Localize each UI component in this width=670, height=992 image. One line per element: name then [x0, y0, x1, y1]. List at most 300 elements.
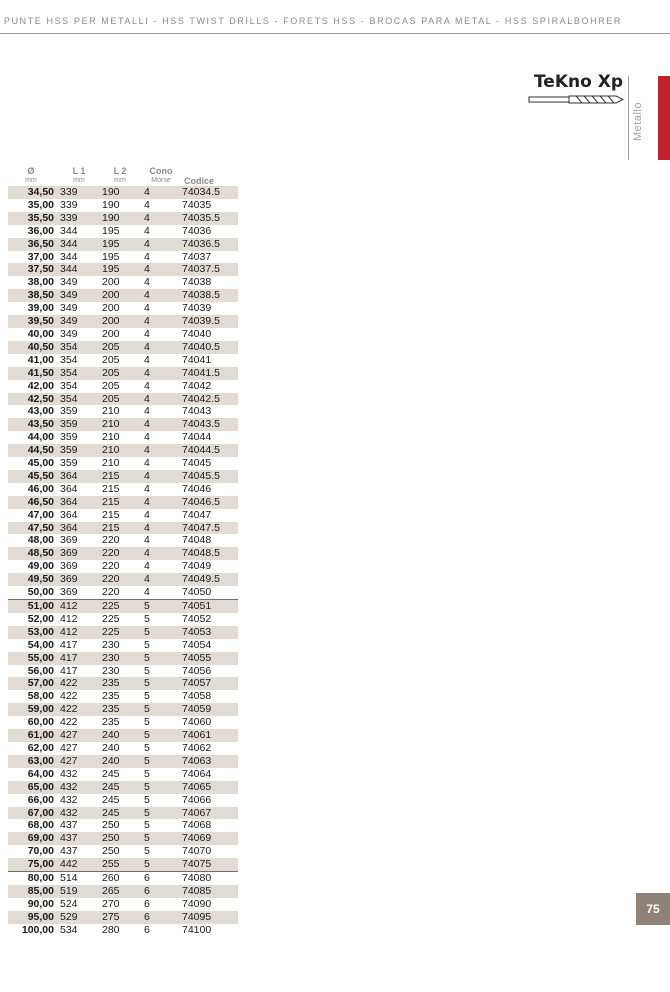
table-row [8, 483, 238, 496]
cell-morse-taper: 4 [144, 405, 150, 418]
cell-length-1: 427 [58, 729, 100, 742]
cell-morse-taper: 4 [144, 379, 150, 392]
cell-code: 74040.5 [182, 341, 238, 354]
table-row [8, 276, 238, 289]
cell-length-1: 422 [60, 690, 78, 703]
cell-diameter: 67,00 [8, 807, 58, 820]
cell-length-1: 349 [58, 289, 100, 302]
cell-diameter: 60,00 [27, 716, 54, 729]
cell-length-1: 369 [60, 586, 78, 599]
cell-diameter: 50,00 [27, 586, 54, 599]
cell-length-2: 230 [100, 652, 140, 665]
cell-code: 74049.5 [182, 573, 238, 586]
cell-length-1: 519 [58, 885, 100, 898]
cell-diameter: 62,00 [27, 741, 54, 754]
cell-morse-taper: 6 [140, 885, 182, 898]
cell-diameter: 40,50 [8, 341, 58, 354]
cell-morse-taper: 4 [140, 444, 182, 457]
table-row [8, 212, 238, 225]
table-row [8, 690, 238, 703]
cell-morse-taper: 4 [140, 186, 182, 199]
cell-diameter: 38,00 [27, 276, 54, 289]
cell-diameter: 70,00 [27, 845, 54, 858]
cell-morse-taper: 4 [140, 315, 182, 328]
cell-morse-taper: 4 [144, 302, 150, 315]
cell-diameter: 65,00 [8, 781, 58, 794]
cell-length-2: 240 [100, 729, 140, 742]
cell-morse-taper: 4 [144, 586, 150, 599]
cell-code: 74042 [182, 379, 212, 392]
cell-length-1: 422 [60, 716, 78, 729]
header-divider [0, 33, 670, 34]
cell-length-1: 412 [60, 612, 78, 625]
brand-logo: TeKno Xp [533, 72, 623, 92]
table-row [8, 405, 238, 418]
cell-length-2: 230 [102, 638, 120, 651]
cell-code: 74038 [182, 276, 212, 289]
cell-morse-taper: 5 [144, 845, 150, 858]
cell-length-1: 364 [58, 522, 100, 535]
table-row [8, 729, 238, 742]
cell-code: 74056 [182, 664, 212, 677]
cell-length-2: 200 [100, 315, 140, 328]
table-row [8, 496, 238, 509]
cell-length-1: 359 [58, 418, 100, 431]
cell-morse-taper: 5 [144, 612, 150, 625]
cell-code: 74066 [182, 793, 212, 806]
cell-morse-taper: 4 [140, 573, 182, 586]
table-row [8, 898, 238, 911]
cell-length-1: 369 [60, 560, 78, 573]
cell-length-1: 364 [58, 496, 100, 509]
cell-code: 74090 [182, 897, 212, 910]
header-morse-taper: Cono Morse [149, 166, 173, 184]
cell-diameter: 42,50 [8, 393, 58, 406]
cell-length-1: 354 [60, 379, 78, 392]
cell-length-2: 220 [102, 560, 120, 573]
cell-code: 74041 [182, 353, 212, 366]
cell-code: 74085 [182, 885, 238, 898]
side-tab-accent [658, 76, 670, 160]
cell-diameter: 59,00 [8, 703, 58, 716]
cell-diameter: 34,50 [8, 186, 58, 199]
cell-morse-taper: 4 [144, 457, 150, 470]
cell-morse-taper: 5 [140, 729, 182, 742]
cell-length-2: 255 [100, 858, 140, 871]
cell-code: 74054 [182, 638, 212, 651]
cell-length-2: 195 [102, 224, 120, 237]
cell-code: 74036.5 [182, 238, 238, 251]
cell-diameter: 40,00 [27, 327, 54, 340]
cell-diameter: 35,00 [27, 198, 54, 211]
cell-length-2: 250 [102, 845, 120, 858]
table-row [8, 781, 238, 794]
cell-length-2: 210 [102, 457, 120, 470]
cell-diameter: 37,50 [8, 263, 58, 276]
cell-diameter: 61,00 [8, 729, 58, 742]
cell-morse-taper: 5 [140, 652, 182, 665]
cell-length-2: 195 [100, 238, 140, 251]
cell-code: 74046 [182, 482, 212, 495]
cell-length-1: 432 [58, 807, 100, 820]
cell-code: 74044.5 [182, 444, 238, 457]
table-row [8, 444, 238, 457]
cell-diameter: 45,00 [27, 457, 54, 470]
cell-length-2: 210 [100, 444, 140, 457]
cell-code: 74043 [182, 405, 212, 418]
cell-length-1: 427 [60, 741, 78, 754]
cell-code: 74038.5 [182, 289, 238, 302]
cell-diameter: 100,00 [21, 923, 54, 936]
cell-length-1: 354 [60, 353, 78, 366]
cell-length-1: 349 [60, 302, 78, 315]
cell-length-1: 432 [58, 781, 100, 794]
cell-code: 74058 [182, 690, 212, 703]
cell-length-1: 354 [58, 393, 100, 406]
cell-morse-taper: 4 [144, 224, 150, 237]
page-header-title: PUNTE HSS PER METALLI - HSS TWIST DRILLS - FORETS HSS - BROCAS PARA METAL - HSS SPIRALBOHRER [3, 16, 622, 26]
cell-morse-taper: 4 [140, 522, 182, 535]
cell-code: 74034.5 [182, 186, 238, 199]
cell-length-1: 349 [58, 315, 100, 328]
cell-length-1: 359 [58, 444, 100, 457]
table-row [8, 251, 238, 264]
table-row [8, 755, 238, 768]
cell-morse-taper: 6 [144, 897, 150, 910]
side-tab-divider [628, 76, 629, 160]
cell-morse-taper: 6 [144, 923, 150, 936]
cell-morse-taper: 5 [140, 677, 182, 690]
cell-diameter: 41,00 [27, 353, 54, 366]
cell-diameter: 44,50 [8, 444, 58, 457]
table-row [8, 652, 238, 665]
cell-length-2: 240 [100, 755, 140, 768]
cell-code: 74050 [182, 586, 212, 599]
cell-diameter: 53,00 [8, 626, 58, 639]
cell-code: 74039.5 [182, 315, 238, 328]
table-row [8, 911, 238, 924]
cell-morse-taper: 4 [144, 508, 150, 521]
cell-diameter: 55,00 [8, 652, 58, 665]
cell-morse-taper: 4 [140, 547, 182, 560]
cell-diameter: 90,00 [27, 897, 54, 910]
cell-length-2: 200 [102, 276, 120, 289]
table-row [8, 703, 238, 716]
cell-morse-taper: 5 [144, 690, 150, 703]
cell-length-1: 344 [60, 250, 78, 263]
table-row [8, 238, 238, 251]
cell-length-1: 437 [58, 832, 100, 845]
cell-diameter: 80,00 [8, 872, 58, 885]
table-row [8, 302, 238, 315]
cell-morse-taper: 6 [140, 872, 182, 885]
cell-length-1: 344 [60, 224, 78, 237]
cell-length-1: 349 [60, 327, 78, 340]
table-row [8, 186, 238, 199]
cell-code: 74065 [182, 781, 238, 794]
cell-morse-taper: 4 [140, 496, 182, 509]
cell-morse-taper: 5 [140, 600, 182, 613]
cell-code: 74070 [182, 845, 212, 858]
cell-diameter: 42,00 [27, 379, 54, 392]
cell-code: 74068 [182, 819, 212, 832]
table-row [8, 522, 238, 535]
cell-length-2: 190 [100, 212, 140, 225]
side-tab-label: Metallo [632, 102, 644, 142]
cell-morse-taper: 5 [140, 755, 182, 768]
cell-morse-taper: 5 [144, 819, 150, 832]
cell-length-2: 220 [100, 547, 140, 560]
cell-length-1: 369 [58, 547, 100, 560]
table-row [8, 845, 238, 858]
cell-morse-taper: 5 [140, 703, 182, 716]
cell-code: 74036 [182, 224, 212, 237]
table-row [8, 263, 238, 276]
cell-morse-taper: 4 [140, 263, 182, 276]
table-row [8, 560, 238, 573]
cell-morse-taper: 4 [144, 534, 150, 547]
cell-diameter: 52,00 [27, 612, 54, 625]
cell-morse-taper: 5 [140, 626, 182, 639]
cell-code: 74049 [182, 560, 212, 573]
cell-diameter: 49,50 [8, 573, 58, 586]
cell-length-1: 422 [58, 677, 100, 690]
table-row [8, 716, 238, 729]
cell-code: 74048.5 [182, 547, 238, 560]
cell-length-2: 205 [100, 341, 140, 354]
cell-diameter: 39,00 [27, 302, 54, 315]
cell-length-1: 339 [58, 186, 100, 199]
table-row [8, 328, 238, 341]
table-row [8, 794, 238, 807]
cell-length-2: 245 [102, 793, 120, 806]
cell-morse-taper: 5 [140, 781, 182, 794]
cell-code: 74037.5 [182, 263, 238, 276]
table-row [8, 924, 238, 937]
cell-morse-taper: 4 [144, 276, 150, 289]
cell-code: 74045.5 [182, 470, 238, 483]
cell-diameter: 63,00 [8, 755, 58, 768]
cell-code: 74063 [182, 755, 238, 768]
cell-length-1: 422 [58, 703, 100, 716]
cell-diameter: 47,00 [27, 508, 54, 521]
table-row [8, 534, 238, 547]
cell-code: 74035.5 [182, 212, 238, 225]
table-row [8, 354, 238, 367]
table-row [8, 600, 238, 613]
cell-morse-taper: 5 [144, 638, 150, 651]
cell-morse-taper: 5 [140, 832, 182, 845]
table-row [8, 768, 238, 781]
cell-length-1: 417 [60, 638, 78, 651]
cell-morse-taper: 4 [140, 289, 182, 302]
cell-morse-taper: 5 [140, 858, 182, 871]
cell-morse-taper: 4 [140, 238, 182, 251]
cell-diameter: 51,00 [8, 600, 58, 613]
cell-morse-taper: 5 [144, 741, 150, 754]
cell-length-2: 200 [100, 289, 140, 302]
cell-length-2: 210 [100, 418, 140, 431]
cell-length-2: 235 [100, 677, 140, 690]
cell-diameter: 36,00 [27, 224, 54, 237]
cell-length-2: 205 [102, 353, 120, 366]
cell-code: 74052 [182, 612, 212, 625]
table-row [8, 547, 238, 560]
cell-length-1: 354 [58, 367, 100, 380]
cell-code: 74047 [182, 508, 212, 521]
cell-code: 74080 [182, 872, 238, 885]
cell-length-2: 210 [102, 405, 120, 418]
header-code: Codice [184, 176, 215, 186]
table-row [8, 470, 238, 483]
cell-diameter: 43,00 [27, 405, 54, 418]
cell-code: 74100 [182, 923, 212, 936]
cell-length-2: 235 [100, 703, 140, 716]
table-row [8, 885, 238, 898]
cell-diameter: 36,50 [8, 238, 58, 251]
table-row [8, 199, 238, 212]
cell-length-2: 205 [102, 379, 120, 392]
cell-length-2: 190 [100, 186, 140, 199]
cell-length-1: 412 [58, 626, 100, 639]
cell-morse-taper: 4 [140, 367, 182, 380]
cell-morse-taper: 5 [144, 664, 150, 677]
cell-diameter: 58,00 [27, 690, 54, 703]
table-row [8, 586, 238, 599]
cell-code: 74041.5 [182, 367, 238, 380]
cell-diameter: 43,50 [8, 418, 58, 431]
cell-length-1: 432 [60, 793, 78, 806]
cell-length-1: 369 [60, 534, 78, 547]
cell-morse-taper: 6 [140, 911, 182, 924]
cell-length-2: 210 [102, 431, 120, 444]
cell-length-2: 225 [100, 600, 140, 613]
cell-code: 74043.5 [182, 418, 238, 431]
table-row [8, 225, 238, 238]
cell-code: 74057 [182, 677, 238, 690]
table-row [8, 573, 238, 586]
cell-length-1: 417 [58, 652, 100, 665]
cell-length-2: 220 [102, 586, 120, 599]
cell-length-2: 250 [100, 832, 140, 845]
cell-code: 74069 [182, 832, 238, 845]
cell-morse-taper: 5 [144, 793, 150, 806]
cell-code: 74047.5 [182, 522, 238, 535]
cell-length-2: 230 [102, 664, 120, 677]
cell-diameter: 75,00 [8, 858, 58, 871]
table-row [8, 315, 238, 328]
cell-length-1: 524 [60, 897, 78, 910]
cell-morse-taper: 4 [140, 393, 182, 406]
cell-length-1: 339 [60, 198, 78, 211]
page-number: 75 [636, 893, 670, 925]
cell-length-1: 364 [60, 508, 78, 521]
cell-diameter: 37,00 [27, 250, 54, 263]
cell-length-2: 205 [100, 393, 140, 406]
cell-morse-taper: 4 [144, 327, 150, 340]
cell-length-2: 200 [102, 327, 120, 340]
cell-code: 74045 [182, 457, 212, 470]
cell-morse-taper: 4 [140, 212, 182, 225]
cell-morse-taper: 4 [144, 198, 150, 211]
cell-diameter: 64,00 [27, 767, 54, 780]
cell-diameter: 38,50 [8, 289, 58, 302]
cell-length-1: 344 [58, 238, 100, 251]
cell-length-2: 190 [102, 198, 120, 211]
cell-length-1: 339 [58, 212, 100, 225]
table-row [8, 509, 238, 522]
cell-diameter: 95,00 [8, 911, 58, 924]
table-row [8, 639, 238, 652]
cell-length-1: 442 [58, 858, 100, 871]
cell-length-2: 265 [100, 885, 140, 898]
cell-code: 74044 [182, 431, 212, 444]
cell-length-2: 225 [102, 612, 120, 625]
cell-morse-taper: 4 [144, 431, 150, 444]
cell-length-2: 220 [100, 573, 140, 586]
cell-diameter: 57,00 [8, 677, 58, 690]
cell-length-2: 245 [100, 807, 140, 820]
cell-length-2: 215 [102, 482, 120, 495]
cell-diameter: 46,00 [27, 482, 54, 495]
cell-length-1: 427 [58, 755, 100, 768]
cell-length-2: 215 [100, 496, 140, 509]
cell-length-1: 412 [58, 600, 100, 613]
table-row [8, 677, 238, 690]
cell-code: 74042.5 [182, 393, 238, 406]
cell-length-2: 250 [102, 819, 120, 832]
cell-length-2: 195 [100, 263, 140, 276]
cell-length-1: 359 [60, 431, 78, 444]
cell-diameter: 49,00 [27, 560, 54, 573]
table-row [8, 380, 238, 393]
cell-diameter: 66,00 [27, 793, 54, 806]
cell-length-1: 437 [60, 819, 78, 832]
cell-code: 74048 [182, 534, 212, 547]
cell-diameter: 69,00 [8, 832, 58, 845]
table-row [8, 418, 238, 431]
cell-length-1: 344 [58, 263, 100, 276]
cell-length-1: 364 [58, 470, 100, 483]
cell-length-1: 437 [60, 845, 78, 858]
cell-length-2: 215 [102, 508, 120, 521]
cell-morse-taper: 4 [144, 482, 150, 495]
cell-length-2: 245 [100, 781, 140, 794]
cell-diameter: 48,50 [8, 547, 58, 560]
cell-length-2: 200 [102, 302, 120, 315]
cell-morse-taper: 5 [144, 716, 150, 729]
cell-morse-taper: 4 [144, 250, 150, 263]
cell-length-1: 359 [60, 405, 78, 418]
cell-code: 74059 [182, 703, 238, 716]
header-diameter: Ø mm [25, 166, 37, 184]
header-length-1: L 1 mm [72, 166, 86, 184]
cell-length-1: 364 [60, 482, 78, 495]
cell-length-1: 369 [58, 573, 100, 586]
cell-length-2: 270 [102, 897, 120, 910]
cell-code: 74040 [182, 327, 212, 340]
cell-code: 74095 [182, 911, 238, 924]
cell-code: 74053 [182, 626, 238, 639]
table-row [8, 431, 238, 444]
cell-morse-taper: 5 [144, 767, 150, 780]
cell-code: 74046.5 [182, 496, 238, 509]
cell-code: 74037 [182, 250, 212, 263]
cell-code: 74061 [182, 729, 238, 742]
cell-diameter: 44,00 [27, 431, 54, 444]
cell-length-1: 432 [60, 767, 78, 780]
cell-length-2: 225 [100, 626, 140, 639]
